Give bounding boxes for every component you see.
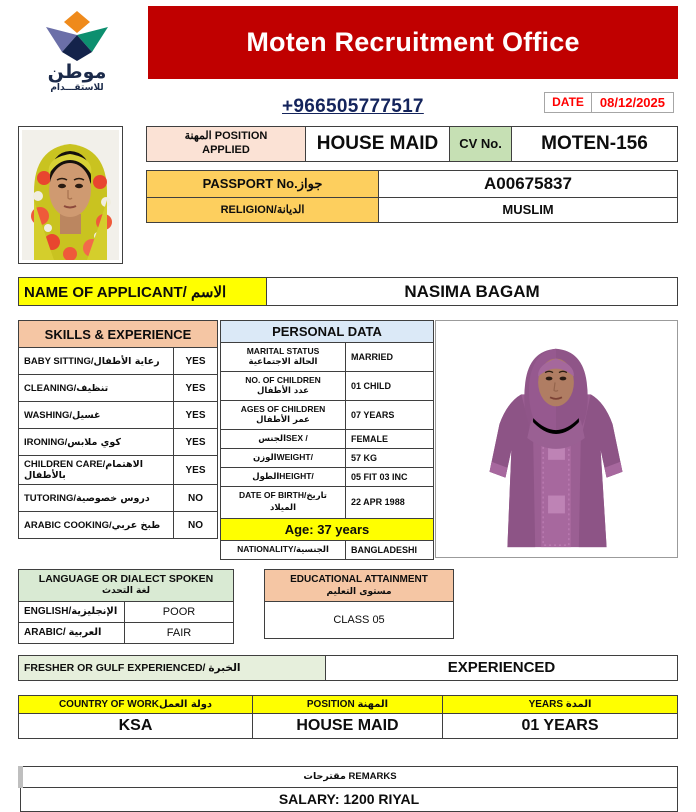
language-value: POOR bbox=[125, 601, 234, 622]
table-row bbox=[19, 375, 218, 402]
applicant-full-body-photo bbox=[435, 320, 678, 558]
name-label: NAME OF APPLICANT/ الاسم bbox=[19, 278, 267, 306]
skill-value: YES bbox=[174, 429, 218, 456]
personal-label: NO. OF CHILDREN عدد الأطفال bbox=[221, 372, 346, 401]
work-value-country: KSA bbox=[19, 713, 253, 738]
personal-label: الطولHEIGHT/ bbox=[221, 468, 346, 487]
table-header-row bbox=[221, 321, 434, 343]
personal-label: MARITAL STATUS الحالة الاجتماعية bbox=[221, 343, 346, 372]
position-label-en: POSITION bbox=[214, 130, 268, 142]
skills-column bbox=[18, 320, 218, 539]
personal-label: الجنسSEX / bbox=[221, 430, 346, 449]
skill-label: BABY SITTING/رعاية الأطفال bbox=[19, 348, 174, 375]
skills-title: SKILLS & EXPERIENCE bbox=[19, 321, 218, 348]
passport-value: A00675837 bbox=[379, 170, 678, 197]
work-value-years: 01 YEARS bbox=[443, 713, 678, 738]
education-table bbox=[264, 569, 454, 640]
logo-arabic-primary: موطن bbox=[47, 61, 107, 83]
identity-row bbox=[18, 126, 678, 264]
language-label: ENGLISH/الإنجليزية bbox=[19, 601, 125, 622]
skill-label: WASHING/غسيل bbox=[19, 402, 174, 429]
table-row bbox=[19, 429, 218, 456]
page-header bbox=[0, 0, 696, 92]
skill-value: YES bbox=[174, 456, 218, 485]
page-title: Moten Recruitment Office bbox=[246, 27, 580, 57]
table-row bbox=[147, 197, 678, 222]
table-row bbox=[19, 655, 678, 680]
table-row bbox=[19, 456, 218, 485]
personal-label: AGES OF CHILDREN عمر الأطفال bbox=[221, 401, 346, 430]
personal-data-column bbox=[220, 320, 434, 560]
personal-value: 07 YEARS bbox=[346, 401, 434, 430]
religion-value: MUSLIM bbox=[379, 197, 678, 222]
logo-arabic-secondary: للاستقـــدام bbox=[50, 83, 104, 93]
skill-label: CHILDREN CARE/الاهتمام بالأطفال bbox=[19, 456, 174, 485]
table-header-row bbox=[265, 569, 454, 602]
remarks-title-ar: مقترحات bbox=[303, 771, 346, 783]
personal-value: 01 CHILD bbox=[346, 372, 434, 401]
remarks-value: SALARY: 1200 RIYAL bbox=[21, 787, 678, 811]
table-header-row bbox=[19, 321, 218, 348]
company-logo bbox=[18, 6, 136, 93]
table-header-row bbox=[21, 766, 678, 787]
table-row bbox=[19, 512, 218, 539]
name-value: NASIMA BAGAM bbox=[267, 278, 678, 306]
language-title-ar: لغة التحدث bbox=[102, 586, 150, 597]
table-row bbox=[221, 449, 434, 468]
position-label-en2: APPLIED bbox=[202, 143, 250, 156]
skills-table bbox=[18, 320, 218, 539]
table-row bbox=[265, 602, 454, 639]
date-badge bbox=[544, 92, 674, 113]
table-row bbox=[221, 401, 434, 430]
skill-value: NO bbox=[174, 485, 218, 512]
experience-status-table bbox=[18, 655, 678, 681]
work-header-position: POSITION المهنة bbox=[253, 695, 443, 713]
education-title-en: EDUCATIONAL ATTAINMENT bbox=[290, 573, 428, 585]
skill-label: ARABIC COOKING/طبخ عربي bbox=[19, 512, 174, 539]
personal-value: 22 APR 1988 bbox=[346, 487, 434, 518]
table-row bbox=[221, 487, 434, 518]
table-row bbox=[221, 372, 434, 401]
contact-date-row bbox=[0, 92, 696, 124]
table-row bbox=[147, 127, 678, 162]
skill-value: YES bbox=[174, 402, 218, 429]
date-label: DATE bbox=[545, 93, 592, 112]
table-row bbox=[19, 278, 678, 306]
language-title-en: LANGUAGE OR DIALECT SPOKEN bbox=[38, 572, 214, 585]
skill-value: YES bbox=[174, 348, 218, 375]
table-row bbox=[147, 170, 678, 197]
remarks-table bbox=[18, 766, 678, 812]
age-banner: Age: 37 years bbox=[221, 518, 434, 540]
table-row bbox=[221, 540, 434, 559]
table-row bbox=[221, 468, 434, 487]
work-value-position: HOUSE MAID bbox=[253, 713, 443, 738]
cv-no-label: CV No. bbox=[450, 127, 512, 162]
education-title bbox=[265, 569, 454, 602]
religion-label: RELIGION/الديانة bbox=[147, 197, 379, 222]
language-table bbox=[18, 569, 234, 644]
table-header-row bbox=[19, 695, 678, 713]
nationality-value: BANGLADESHI bbox=[346, 540, 434, 559]
phone-number[interactable]: +966505777517 bbox=[282, 96, 424, 117]
form-body bbox=[0, 126, 696, 812]
skill-value: NO bbox=[174, 512, 218, 539]
applicant-id-photo bbox=[18, 126, 123, 264]
table-row bbox=[221, 343, 434, 372]
education-title-ar: مستوى التعليم bbox=[326, 587, 392, 598]
table-row bbox=[19, 622, 234, 643]
passport-label: PASSPORT No.جواز bbox=[147, 170, 379, 197]
table-header-row bbox=[19, 569, 234, 601]
company-title-bar bbox=[148, 6, 678, 79]
applicant-name-table bbox=[18, 277, 678, 306]
experience-status-label: FRESHER OR GULF EXPERIENCED/ الخبرة bbox=[19, 655, 326, 680]
table-row bbox=[19, 601, 234, 622]
experience-status-value: EXPERIENCED bbox=[326, 655, 678, 680]
position-applied-label bbox=[147, 127, 306, 162]
language-label: ARABIC/ العربية bbox=[19, 622, 125, 643]
skill-value: YES bbox=[174, 375, 218, 402]
skill-label: TUTORING/دروس خصوصية bbox=[19, 485, 174, 512]
personal-value: FEMALE bbox=[346, 430, 434, 449]
education-value: CLASS 05 bbox=[265, 602, 454, 639]
language-title bbox=[19, 569, 234, 601]
id-photo-illustration bbox=[22, 130, 119, 260]
work-header-country: COUNTRY OF WORKدولة العمل bbox=[19, 695, 253, 713]
position-applied-value: HOUSE MAID bbox=[306, 127, 450, 162]
identity-tables bbox=[146, 126, 678, 223]
passport-table bbox=[146, 170, 678, 223]
date-value: 08/12/2025 bbox=[599, 95, 665, 110]
personal-data-table bbox=[220, 320, 434, 560]
cv-no-value: MOTEN-156 bbox=[512, 127, 678, 162]
logo-mark-icon bbox=[44, 10, 110, 62]
language-education-section bbox=[18, 569, 678, 644]
full-photo-illustration bbox=[436, 321, 677, 557]
personal-value: MARRIED bbox=[346, 343, 434, 372]
applicant-full-photo-column bbox=[435, 320, 678, 558]
table-row bbox=[19, 485, 218, 512]
position-table bbox=[146, 126, 678, 162]
skill-label: IRONING/كوي ملابس bbox=[19, 429, 174, 456]
moten-logo-svg bbox=[44, 10, 110, 62]
language-value: FAIR bbox=[125, 622, 234, 643]
personal-value: 05 FIT 03 INC bbox=[346, 468, 434, 487]
remarks-title bbox=[21, 766, 678, 787]
work-experience-table bbox=[18, 695, 678, 739]
personal-label: DATE OF BIRTH/تاريخ الميلاد bbox=[221, 487, 346, 518]
table-row bbox=[221, 518, 434, 540]
personal-data-title: PERSONAL DATA bbox=[221, 321, 434, 343]
skill-label: CLEANING/تنظيف bbox=[19, 375, 174, 402]
position-label-ar: المهنة bbox=[184, 130, 212, 142]
work-header-years: YEARS المدة bbox=[443, 695, 678, 713]
table-row bbox=[19, 713, 678, 738]
personal-label: الوزنWEIGHT/ bbox=[221, 449, 346, 468]
middle-section bbox=[18, 320, 678, 560]
personal-value: 57 KG bbox=[346, 449, 434, 468]
nationality-label: NATIONALITY/الجنسية bbox=[221, 540, 346, 559]
table-row bbox=[19, 402, 218, 429]
table-row bbox=[19, 348, 218, 375]
remarks-title-en: REMARKS bbox=[348, 771, 397, 783]
table-row bbox=[221, 430, 434, 449]
